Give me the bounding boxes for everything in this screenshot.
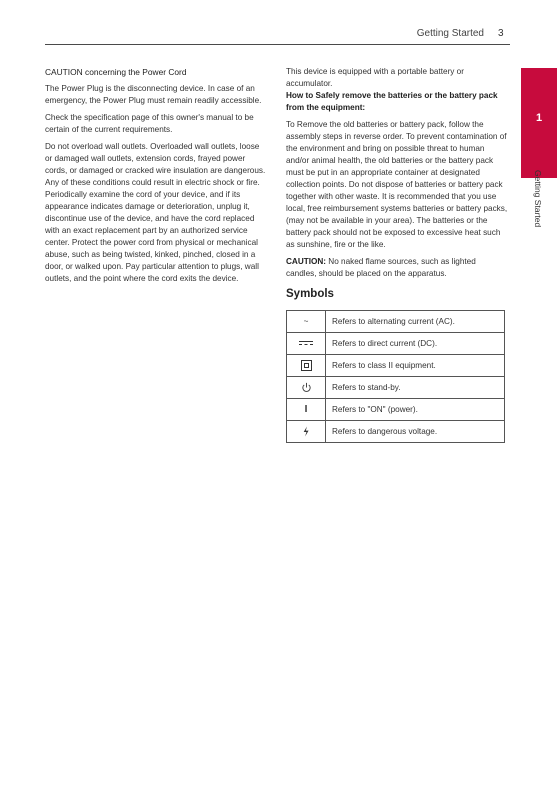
- battery-removal-text: To Remove the old batteries or battery pack, follow the assembly steps in reverse order. To prevent contamination of the environment and bring on possible threat to human and/or animal health, the old batteries or the battery pack must be put in an appropriate container at designated collection points. Do not dispose of batteries or battery pack together with other waste. It is recommended that you use local, free reimbursement systems batteries or battery packs, (may not be available in your area). The batteries or the battery pack should not be exposed to excessive heat such as sunshine, fire or the like.: [286, 120, 508, 249]
- battery-intro: This device is equipped with a portable battery or accumulator.: [286, 67, 464, 88]
- chapter-label-text: Getting Started: [533, 170, 543, 228]
- paragraph: Do not overload wall outlets. Overloaded wall outlets, loose or damaged wall outlets, extension cords, frayed power cords, or damaged or cracked wire insulation are dangerous. Any of these conditions could result in electric shock or fire. Periodically examine the cord of your device, and if its appearance indicates damage or deterioration, unplug it, discontinue use of the device, and have the cord replaced with an exact replacement part by an authorized service center. Protect the power cord from physical or mechanical abuse, such as being twisted, kinked, pinched, closed in a door, or walked upon. Pay particular attention to plugs, wall outlets, and the point where the cord exits the device.: [45, 142, 266, 283]
- table-row: [287, 355, 505, 377]
- flame-caution: [286, 256, 508, 280]
- table-row: [287, 311, 505, 333]
- symbol-description: Refers to dangerous voltage.: [326, 421, 505, 443]
- standby-icon: [301, 382, 312, 393]
- caution-label: CAUTION:: [286, 257, 327, 266]
- right-column: [286, 66, 508, 443]
- paragraph: The Power Plug is the disconnecting device. In case of an emergency, the Power Plug must remain readily accessible.: [45, 84, 262, 105]
- dc-icon: [299, 341, 313, 345]
- battery-removal-heading: How to Safely remove the batteries or the battery pack from the equipment:: [286, 91, 498, 112]
- ac-icon: ~: [303, 316, 309, 326]
- symbol-description: Refers to class II equipment.: [326, 355, 505, 377]
- chapter-tab: [521, 68, 557, 178]
- dangerous-voltage-icon: [302, 426, 310, 437]
- class-ii-icon: [301, 360, 312, 371]
- symbol-description: Refers to direct current (DC).: [326, 333, 505, 355]
- power-on-icon: I: [304, 403, 308, 415]
- page-number: 3: [498, 28, 504, 39]
- header-divider: [45, 44, 510, 45]
- left-column: [45, 66, 267, 290]
- symbol-description: Refers to alternating current (AC).: [326, 311, 505, 333]
- paragraph: Check the specification page of this owner's manual to be certain of the current requirements.: [45, 113, 254, 134]
- symbols-heading: Symbols: [286, 288, 334, 300]
- running-header: Getting Started: [416, 28, 484, 39]
- power-cord-caution-heading: CAUTION concerning the Power Cord: [45, 67, 187, 77]
- symbol-description: Refers to "ON" (power).: [326, 399, 505, 421]
- caution-text: No naked flame sources, such as lighted candles, should be placed on the apparatus.: [286, 257, 476, 278]
- chapter-number: 1: [535, 112, 543, 124]
- chapter-label: [533, 170, 545, 240]
- table-row: [287, 377, 505, 399]
- table-row: [287, 333, 505, 355]
- table-row: [287, 421, 505, 443]
- table-row: [287, 399, 505, 421]
- symbols-table: [286, 310, 505, 443]
- symbol-description: Refers to stand-by.: [326, 377, 505, 399]
